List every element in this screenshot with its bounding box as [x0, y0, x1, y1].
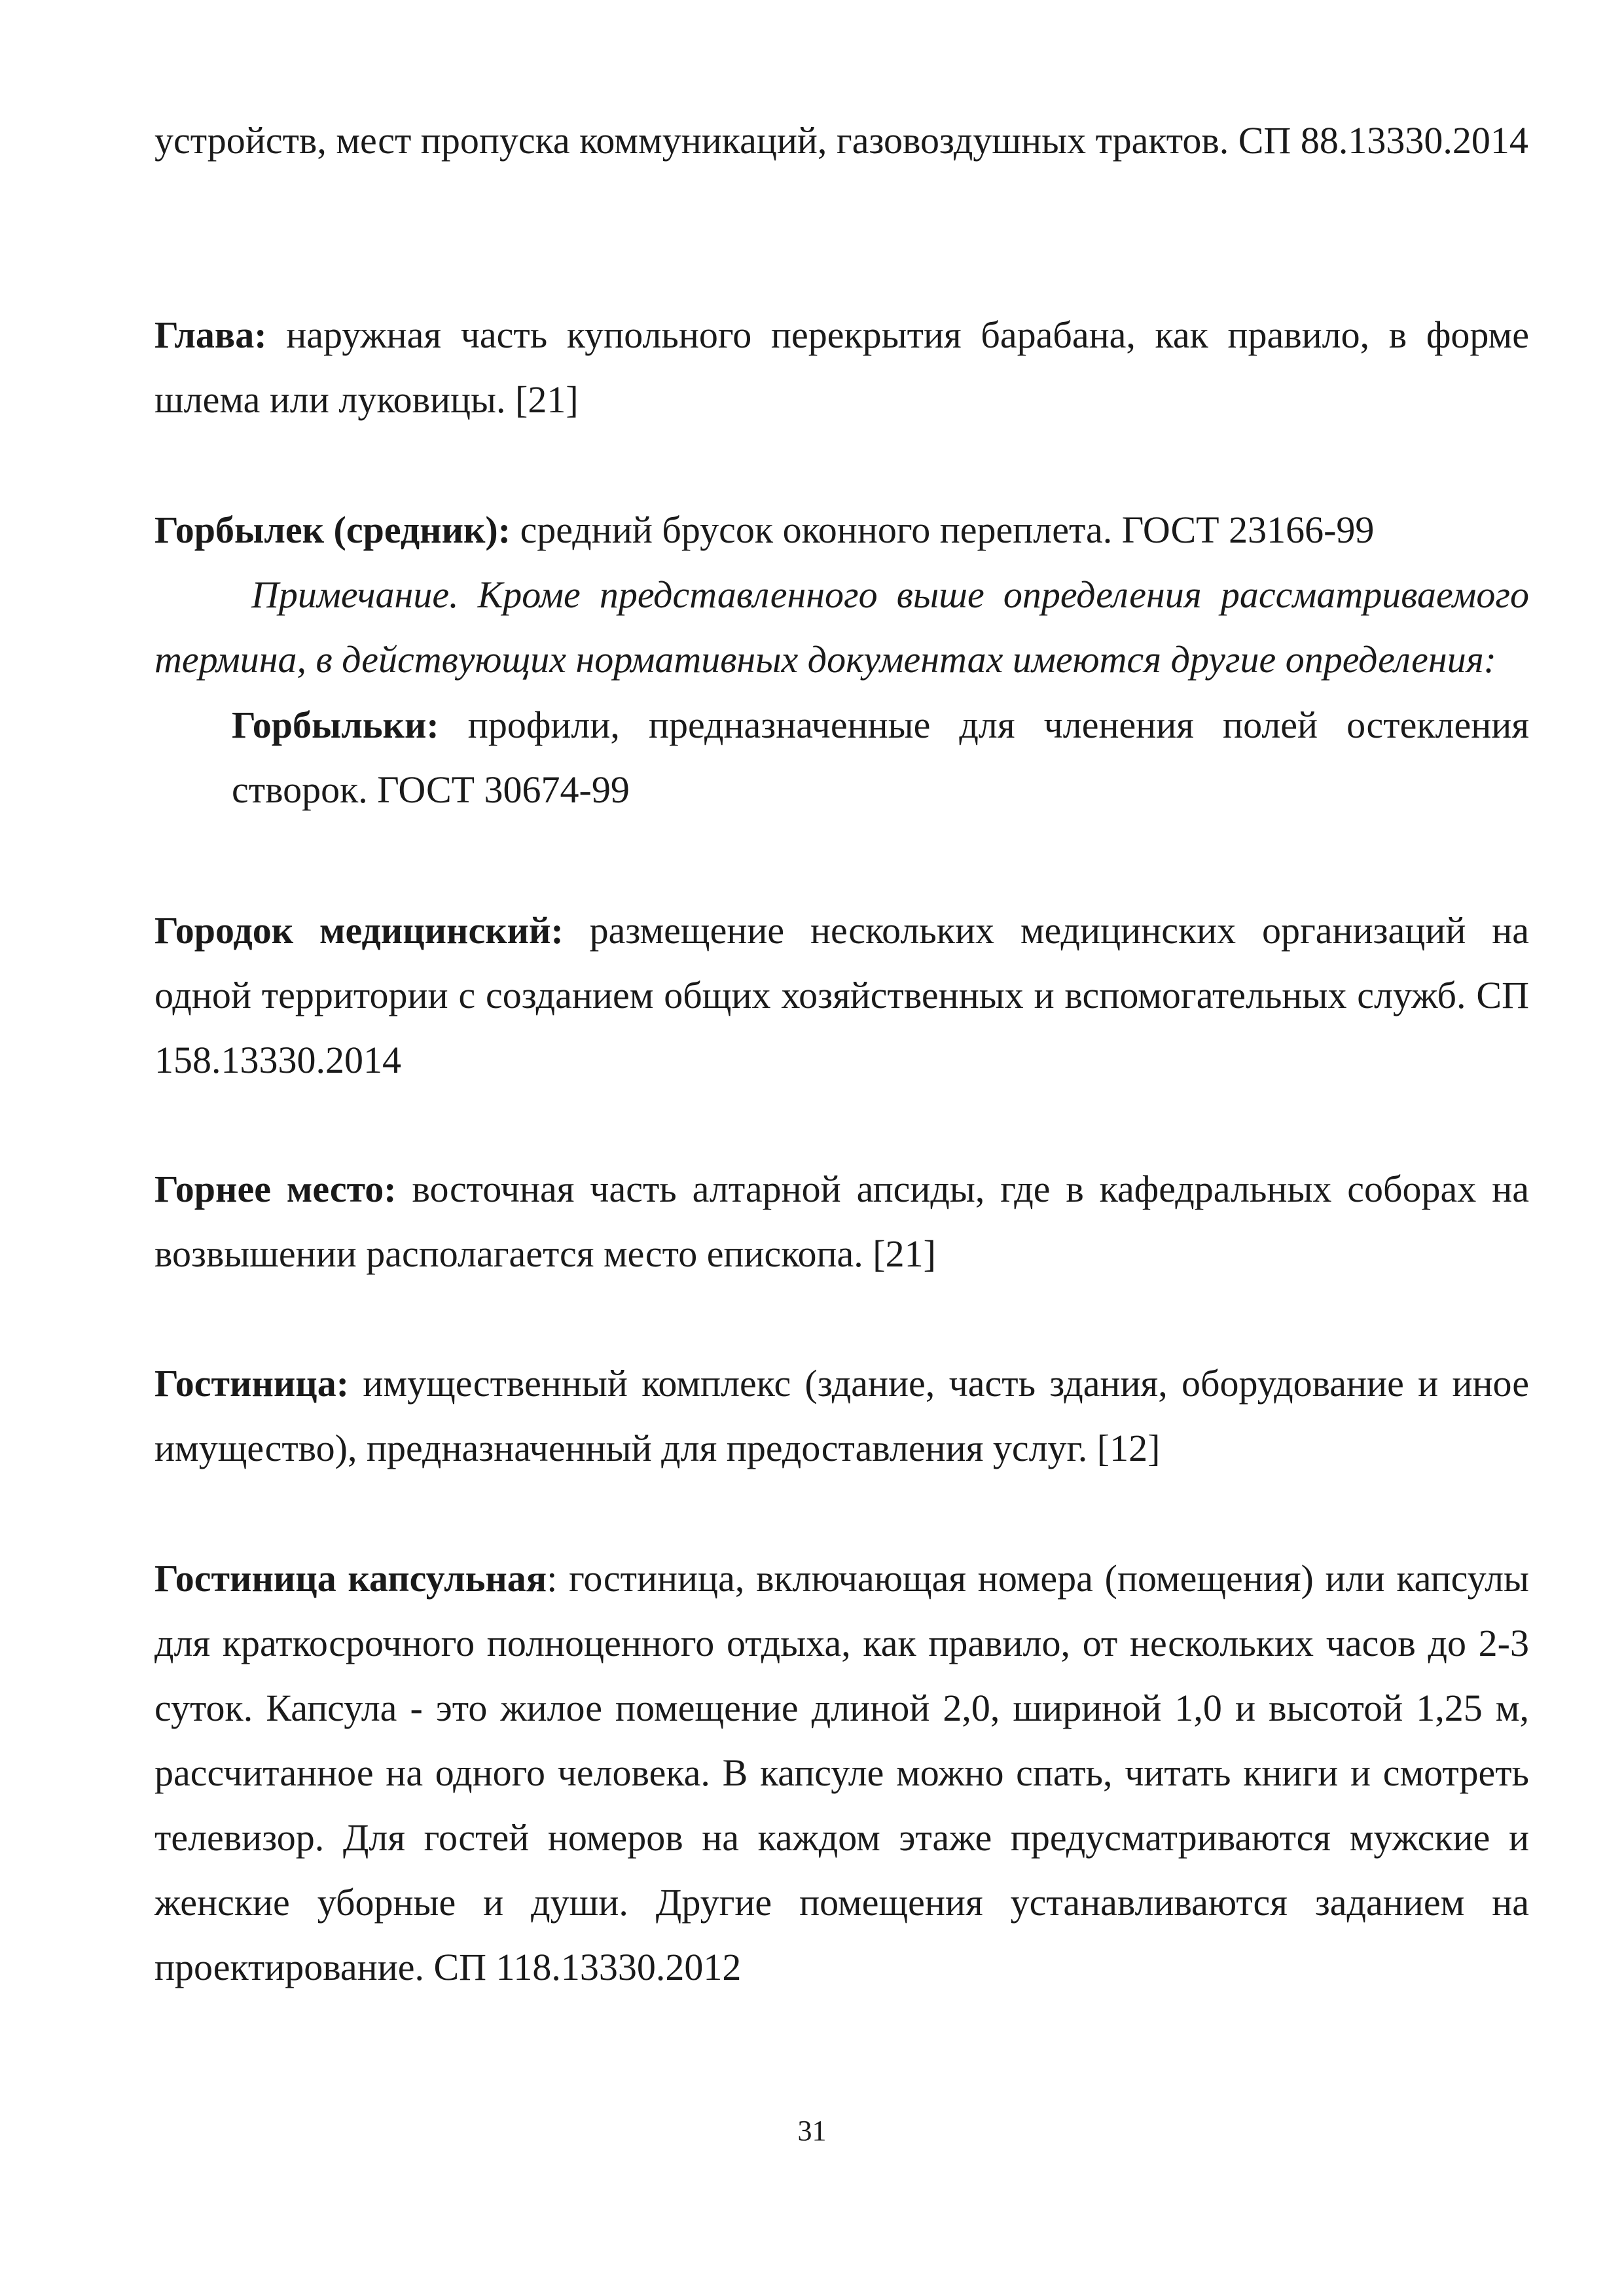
definition-gornee: восточная часть алтарной апсиды, где в кафедральных соборах на возвышении располагается место епископа. [21]	[154, 1168, 1529, 1275]
continuation-text: устройств, мест пропуска коммуникаций, газовоздушных трактов. СП 88.13330.2014	[154, 119, 1528, 162]
term-gorodok: Городок медицинский:	[154, 909, 564, 952]
term-gostinitsa: Гостиница:	[154, 1362, 350, 1405]
entry-gostinitsa-kapsulnaya	[154, 1546, 1529, 2000]
entry-gorodok	[154, 898, 1529, 1092]
term-glava: Глава:	[154, 314, 267, 356]
entry-continuation	[154, 108, 1529, 173]
term-gorbylek: Горбылек (средник):	[154, 509, 511, 551]
definition-glava: наружная часть купольного перекрытия барабана, как правило, в форме шлема или луковицы. [21]	[154, 314, 1529, 421]
term-gostinitsa-kapsulnaya: Гостиница капсульная	[154, 1557, 547, 1600]
entry-gorbylek	[154, 497, 1529, 562]
definition-gostinitsa: имущественный комплекс (здание, часть здания, оборудование и иное имущество), предназначенный для предоставления услуг. [12]	[154, 1362, 1529, 1469]
entry-gornee	[154, 1157, 1529, 1286]
definition-gorbylek: средний брусок оконного переплета. ГОСТ 23166-99	[511, 509, 1375, 551]
note-text: Примечание. Кроме представленного выше определения рассматриваемого термина, в действующих нормативных документах имеются другие определения:	[154, 573, 1529, 681]
page-number: 31	[797, 2115, 827, 2147]
term-gornee: Горнее место:	[154, 1168, 397, 1210]
term-gorbylki: Горбыльки:	[232, 704, 439, 746]
entry-gostinitsa	[154, 1351, 1529, 1480]
definition-gorbylki: профили, предназначенные для членения полей остекления створок. ГОСТ 30674-99	[232, 704, 1529, 811]
entry-gorbylki	[232, 692, 1529, 822]
definition-gorodok: размещение нескольких медицинских организаций на одной территории с созданием общих хозяйственных и вспомогательных служб. СП 158.13330.2014	[154, 909, 1529, 1081]
entry-note	[154, 562, 1529, 692]
entry-glava	[154, 302, 1529, 432]
definition-gostinitsa-kapsulnaya: : гостиница, включающая номера (помещения) или капсулы для краткосрочного полноценного отдыха, как правило, от нескольких часов до 2-3 суток. Капсула - это жилое помещение длиной 2,0, шириной 1,0 и высотой 1,25 м, рассчитанное на одного человека. В капсуле можно спать, читать книги и смотреть телевизор. Для гостей номеров на каждом этаже предусматриваются мужские и женские уборные и души. Другие помещения устанавливаются заданием на проектирование. СП 118.13330.2012	[154, 1557, 1529, 1988]
